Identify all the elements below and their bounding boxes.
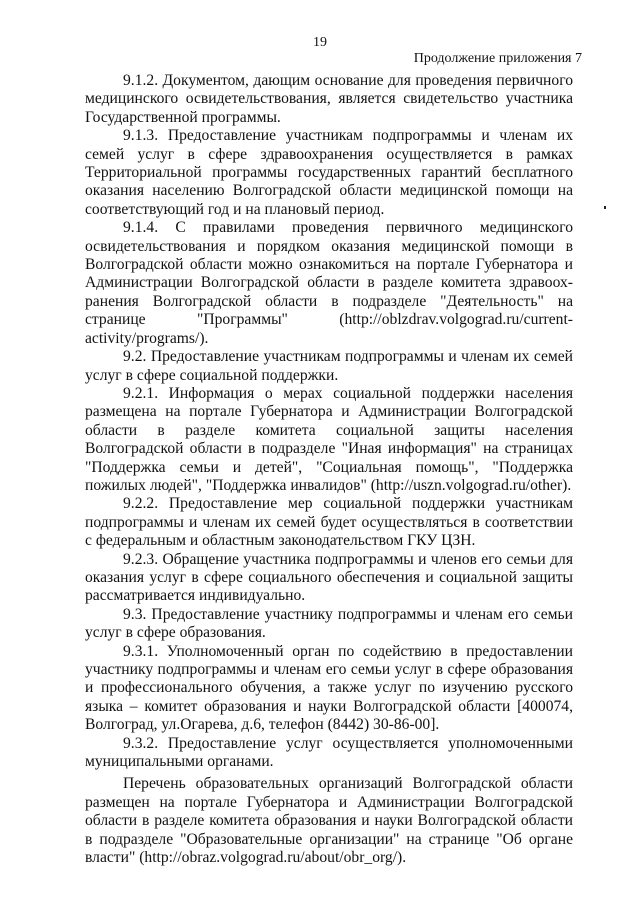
paragraph-9-2-1: 9.2.1. Информация о мерах социальной поддержки населения размещена на портале Губернатора и Администрации Волгоградской области в разделе комитета социальной защиты населения Волгоградской области в подразделе "Иная информация" на страницах "Поддержка семьи и детей", "Социальная помощь", "Поддержка пожилых людей", "Поддержка инвалидов" (http://uszn.volgograd.ru/other). — [85, 384, 573, 494]
paragraph-9-2: 9.2. Предоставление участникам подпрограммы и членам их семей услуг в сфере социальной поддержки. — [85, 348, 573, 384]
margin-mark — [604, 206, 606, 209]
paragraph-9-1-4: 9.1.4. С правилами проведения первичного медицинского освидетельствования и порядком оказания медицинской помощи в Волгоградской области можно ознакомиться на портале Губернатора и Администрации Волгоградской области в разделе комитета здравоохранения Волгоградской области в подразделе "Деятельность" на странице "Программы" (http://oblzdrav.volgograd.ru/current-activity/programs/). — [85, 219, 573, 347]
paragraph-9-3-2: 9.3.2. Предоставление услуг осуществляется уполномоченными муниципальными органами. — [85, 734, 573, 771]
paragraph-9-1-3: 9.1.3. Предоставление участникам подпрограммы и членам их семей услуг в сфере здравоохранения осуществляется в рамках Территориальной программы государственных гарантий бесплатного оказания населению Волгоградской области медицинской помощи на соответствующий год и на плановый период. — [85, 127, 573, 218]
paragraph-9-1-2: 9.1.2. Документом, дающим основание для проведения первичного медицинского освидетельствования, является свидетельство участника Государственной программы. — [85, 72, 573, 126]
paragraph-education-organizations-list: Перечень образовательных организаций Волгоградской области размещен на портале Губернатора и Администрации Волгоградской области в разделе комитета образования и науки Волгоградской области в подразделе "Образовательные организации" на странице "Об органе власти" (http://obraz.volgograd.ru/about/obr_org/). — [85, 775, 573, 867]
page-number: 19 — [313, 35, 327, 50]
paragraph-9-2-3: 9.2.3. Обращение участника подпрограммы и членов его семьи для оказания услуг в сфере социального обеспечения и социальной защиты рассматривается индивидуально. — [85, 550, 573, 605]
paragraph-9-3-1: 9.3.1. Уполномоченный орган по содействию в предоставлении участнику подпрограммы и членам его семьи услуг в сфере образования и профессионального обучения, а также услуг по изучению русского языка – комитет образования и науки Волгоградской области [400074, Волгоград, ул.Огарева, д.6, телефон (8442) 30-86-00]. — [85, 642, 573, 734]
document-body — [85, 72, 573, 867]
paragraph-9-3: 9.3. Предоставление участнику подпрограммы и членам его семьи услуг в сфере образования. — [85, 605, 573, 642]
appendix-continuation-note: Продолжение приложения 7 — [413, 51, 582, 66]
paragraph-9-2-2: 9.2.2. Предоставление мер социальной поддержки участникам подпрограммы и членам их семей будет осуществляться в соответствии с федеральным и областным законодательством ГКУ ЦЗН. — [85, 495, 573, 550]
